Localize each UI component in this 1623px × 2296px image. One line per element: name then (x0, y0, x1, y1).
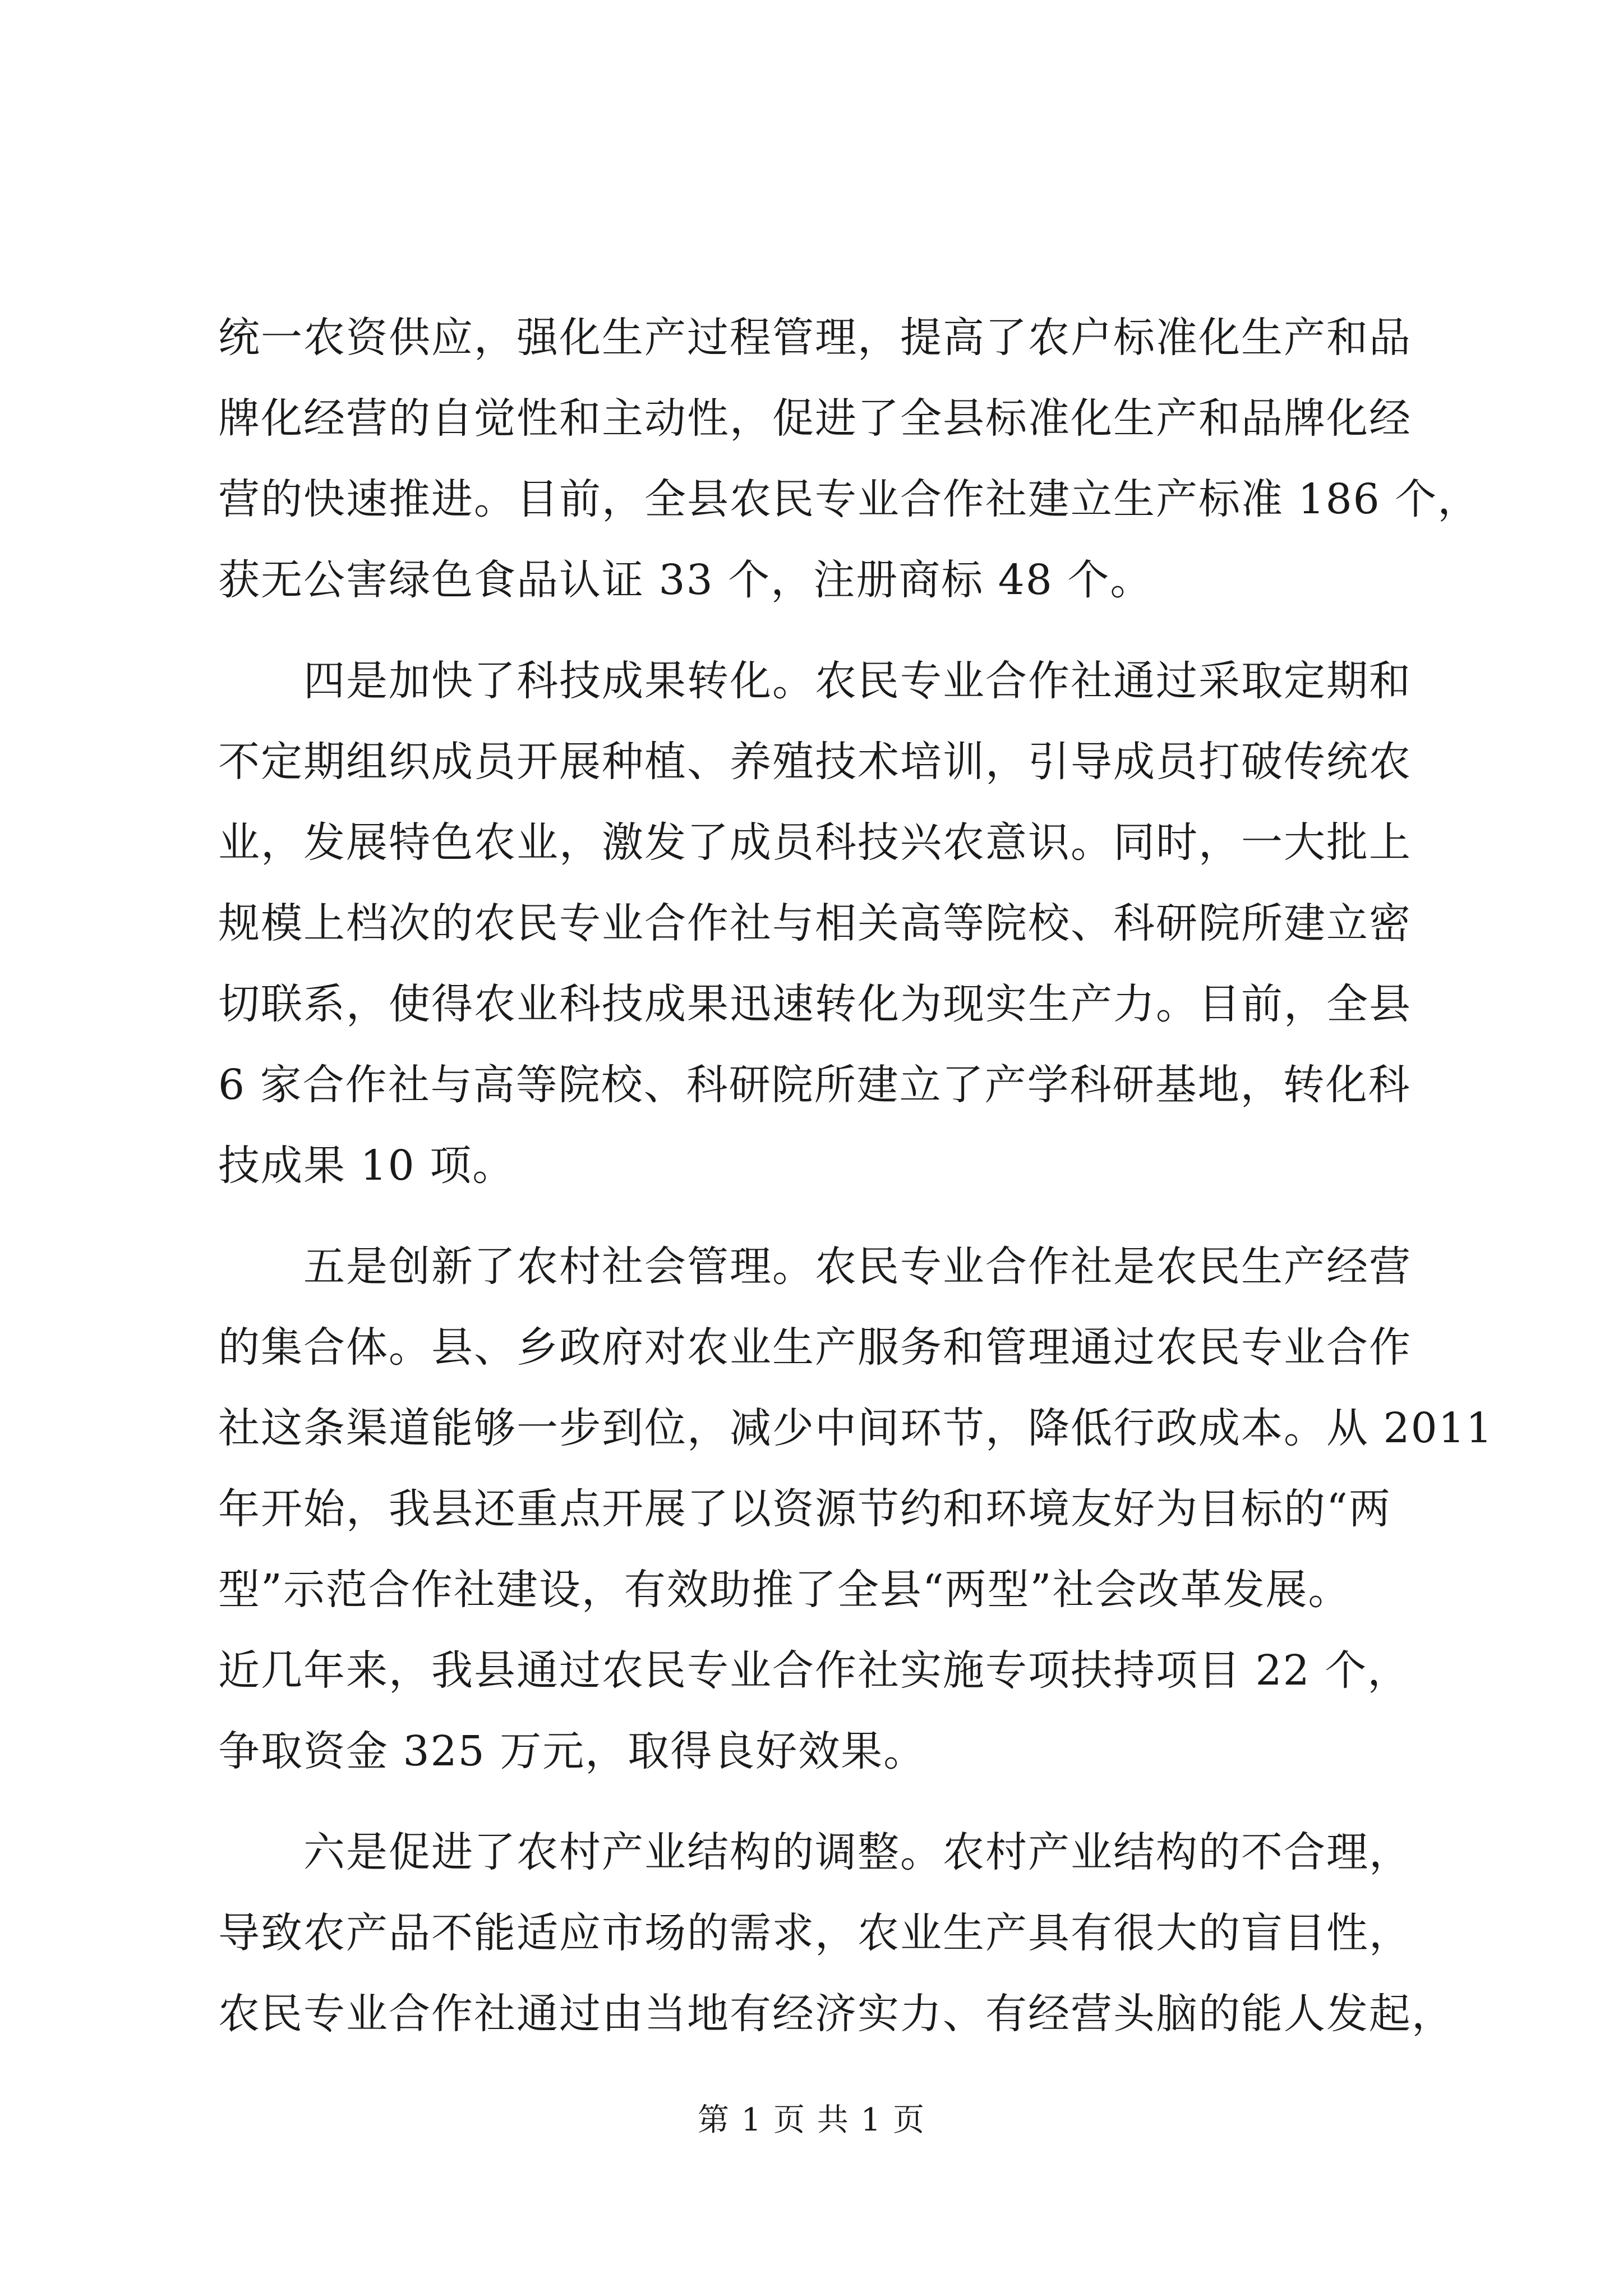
text-line: 切联系，使得农业科技成果迅速转化为现实生产力。目前，全县 (218, 980, 1412, 1028)
text-line: 的集合体。县、乡政府对农业生产服务和管理通过农民专业合作 (218, 1323, 1412, 1372)
text-line: 近几年来，我县通过农民专业合作社实施专项扶持项目 22 个， (218, 1646, 1410, 1695)
text-line: 技成果 10 项。 (218, 1142, 515, 1190)
text-line: 年开始，我县还重点开展了以资源节约和环境友好为目标的“两 (218, 1485, 1391, 1533)
paragraph (218, 297, 1481, 620)
text-line: 牌化经营的自觉性和主动性，促进了全县标准化生产和品牌化经 (218, 394, 1412, 443)
text-line: 五是创新了农村社会管理。农民专业合作社是农民生产经营 (303, 1243, 1412, 1291)
text-line: 社这条渠道能够一步到位，减少中间环节，降低行政成本。从 2011 (218, 1404, 1493, 1452)
paragraph (218, 1812, 1454, 2054)
text-line: 农民专业合作社通过由当地有经济实力、有经营头脑的能人发起， (218, 1990, 1454, 2038)
text-line: 不定期组织成员开展种植、养殖技术培训，引导成员打破传统农 (218, 738, 1412, 786)
text-line: 6 家合作社与高等院校、科研院所建立了产学科研基地，转化科 (218, 1061, 1411, 1109)
text-line: 统一农资供应，强化生产过程管理，提高了农户标准化生产和品 (218, 314, 1412, 362)
text-line: 争取资金 325 万元，取得良好效果。 (218, 1727, 926, 1775)
body-text (218, 297, 1493, 2054)
text-line: 四是加快了科技成果转化。农民专业合作社通过采取定期和 (303, 657, 1412, 705)
text-line: 导致农产品不能适应市场的需求，农业生产具有很大的盲目性， (218, 1909, 1412, 1957)
text-line: 规模上档次的农民专业合作社与相关高等院校、科研院所建立密 (218, 899, 1412, 947)
text-line: 型”示范合作社建设，有效助推了全县“两型”社会改革发展。 (218, 1566, 1351, 1614)
page-footer (0, 2101, 1623, 2140)
text-line: 业，发展特色农业，激发了成员科技兴农意识。同时，一大批上 (218, 818, 1412, 867)
paragraph-spacer (218, 620, 1435, 641)
paragraph (218, 641, 1435, 1206)
text-line: 六是促进了农村产业结构的调整。农村产业结构的不合理， (303, 1828, 1412, 1876)
text-line: 获无公害绿色食品认证 33 个，注册商标 48 个。 (218, 556, 1153, 604)
text-line: 营的快速推进。目前，全县农民专业合作社建立生产标准 186 个， (218, 475, 1481, 523)
paragraph (218, 1226, 1493, 1792)
paragraph-spacer (218, 1206, 1435, 1226)
paragraph-spacer (218, 1792, 1435, 1812)
page-number-label: 第 1 页 共 1 页 (697, 2102, 926, 2138)
